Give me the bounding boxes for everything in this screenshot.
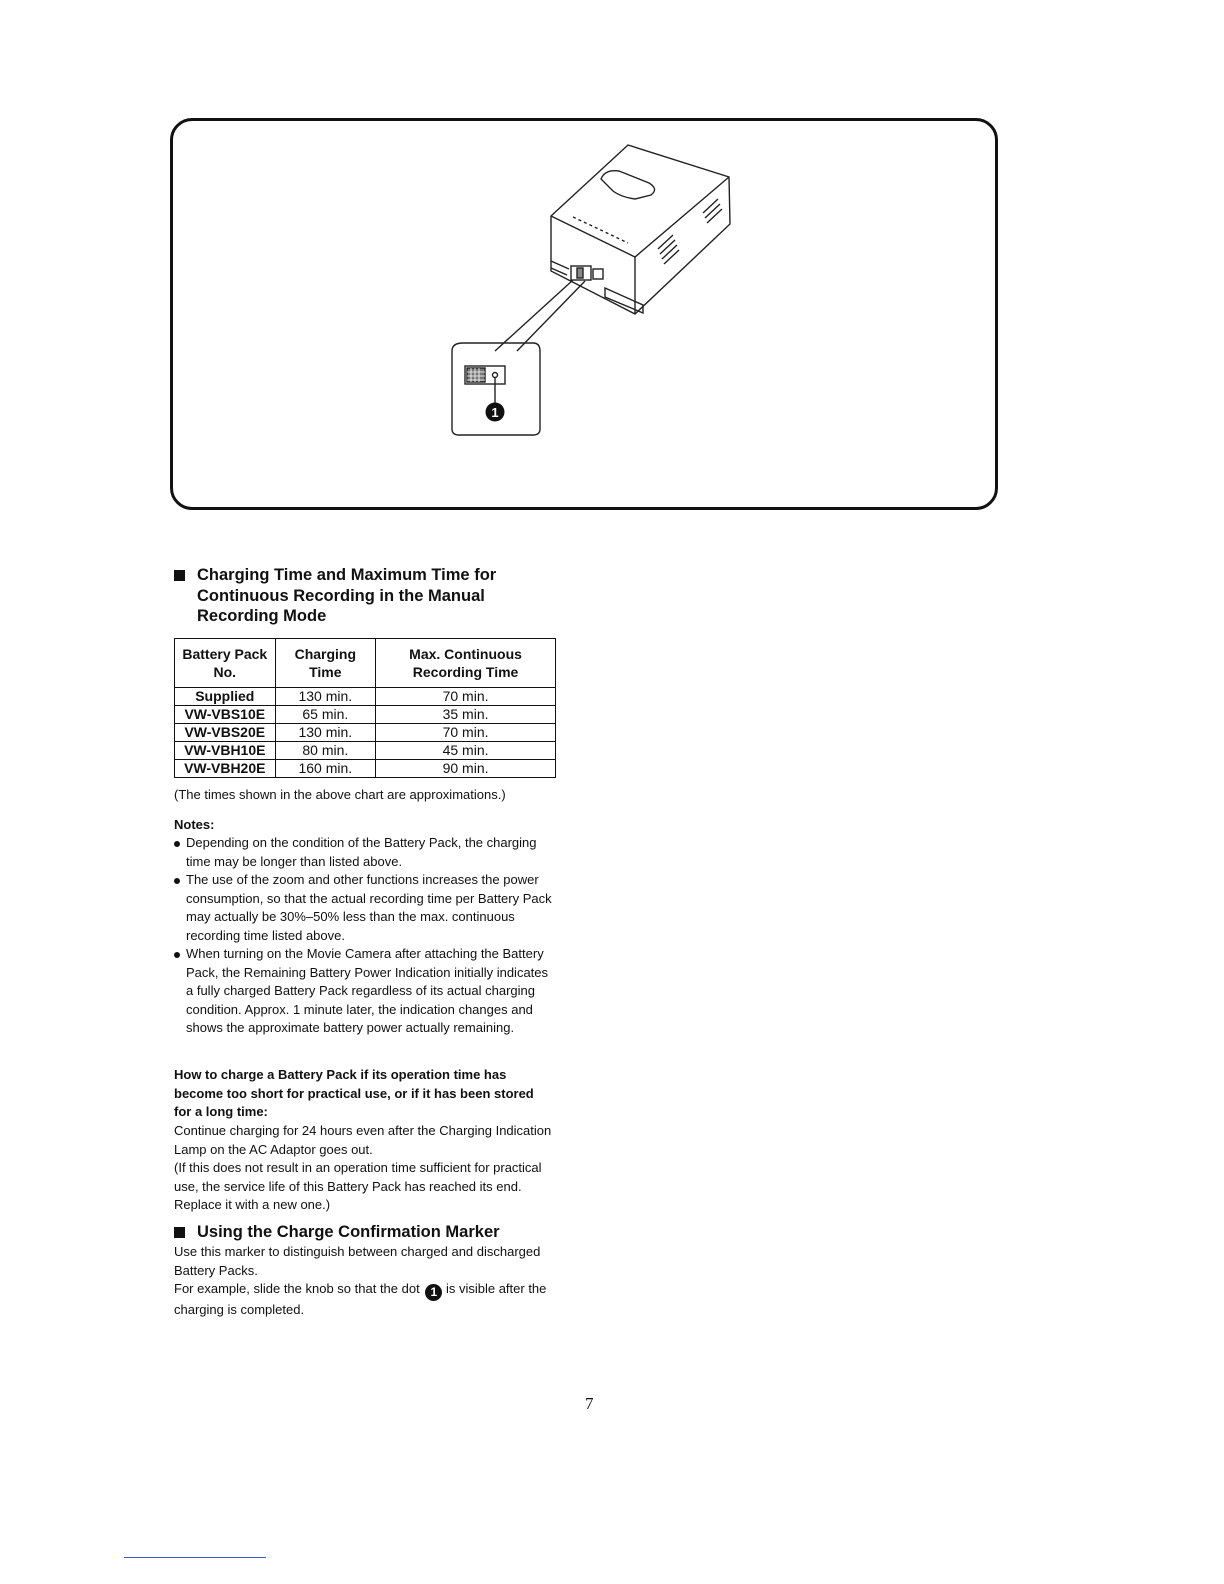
- note-item: When turning on the Movie Camera after attaching the Battery Pack, the Remaining Battery Power Indication initially indicates a fully charged Battery Pack regardless of its actual charging condition. Approx. 1 minute later, the indication changes and shows the approximate battery power actually remaining.: [174, 945, 554, 1038]
- cell-charging: 80 min.: [275, 742, 376, 760]
- cell-model: VW-VBH20E: [175, 760, 276, 778]
- cell-model: Supplied: [175, 688, 276, 706]
- cell-recording: 45 min.: [376, 742, 556, 760]
- cell-recording: 70 min.: [376, 688, 556, 706]
- marker-number-label: 1: [491, 405, 499, 420]
- battery-pack-illustration: [173, 121, 995, 507]
- cell-charging: 130 min.: [275, 688, 376, 706]
- cell-model: VW-VBS20E: [175, 724, 276, 742]
- marker-instructions: For example, slide the knob so that the dot 1 is visible after the charging is completed.: [174, 1281, 547, 1317]
- charging-time-heading: [174, 565, 554, 627]
- notes-title: Notes:: [174, 817, 215, 832]
- table-row: [175, 760, 556, 778]
- howto-body-note: (If this does not result in an operation time sufficient for practical use, the service life of this Battery Pack has reached its end. Replace it with a new one.): [174, 1160, 542, 1212]
- bullet-dot-icon: [174, 952, 180, 958]
- square-bullet-icon: [174, 1227, 185, 1238]
- bullet-dot-icon: [174, 841, 180, 847]
- notes-list: [174, 834, 554, 1038]
- note-item: The use of the zoom and other functions increases the power consumption, so that the actual recording time per Battery Pack may actually be 30%–50% less than the max. continuous recording time listed above.: [174, 871, 554, 945]
- cell-charging: 130 min.: [275, 724, 376, 742]
- cell-recording: 90 min.: [376, 760, 556, 778]
- header-battery-pack: Battery Pack No.: [175, 639, 276, 688]
- header-charging-time: Charging Time: [275, 639, 376, 688]
- cell-model: VW-VBH10E: [175, 742, 276, 760]
- cell-model: VW-VBS10E: [175, 706, 276, 724]
- footer-rule: [124, 1557, 266, 1558]
- cell-charging: 160 min.: [275, 760, 376, 778]
- table-row: [175, 706, 556, 724]
- cell-charging: 65 min.: [275, 706, 376, 724]
- page-number: 7: [585, 1394, 594, 1413]
- cell-recording: 70 min.: [376, 724, 556, 742]
- howto-body: Continue charging for 24 hours even after the Charging Indication Lamp on the AC Adaptor goes out.: [174, 1123, 552, 1157]
- table-caption: (The times shown in the above chart are approximations.): [174, 787, 506, 802]
- table-row: [175, 688, 556, 706]
- charge-marker-heading: Using the Charge Confirmation Marker: [174, 1222, 574, 1243]
- heading-line: Continuous Recording in the Manual: [197, 586, 485, 605]
- note-item: Depending on the condition of the Battery Pack, the charging time may be longer than listed above.: [174, 834, 554, 871]
- charging-time-table: [174, 638, 556, 778]
- howto-title: How to charge a Battery Pack if its operation time has become too short for practical use, or if it has been stored for a long time:: [174, 1067, 534, 1119]
- heading-line: Charging Time and Maximum Time for: [197, 566, 497, 584]
- square-bullet-icon: [174, 570, 185, 581]
- battery-illustration-frame: [170, 118, 998, 510]
- table-header-row: [175, 639, 556, 688]
- header-max-recording: Max. Continuous Recording Time: [376, 639, 556, 688]
- table-row: [175, 724, 556, 742]
- table-row: [175, 742, 556, 760]
- bullet-dot-icon: [174, 878, 180, 884]
- marker-body: Use this marker to distinguish between charged and discharged Battery Packs.: [174, 1244, 541, 1278]
- heading-line: Recording Mode: [197, 607, 327, 625]
- cell-recording: 35 min.: [376, 706, 556, 724]
- circled-one-icon: 1: [425, 1284, 442, 1301]
